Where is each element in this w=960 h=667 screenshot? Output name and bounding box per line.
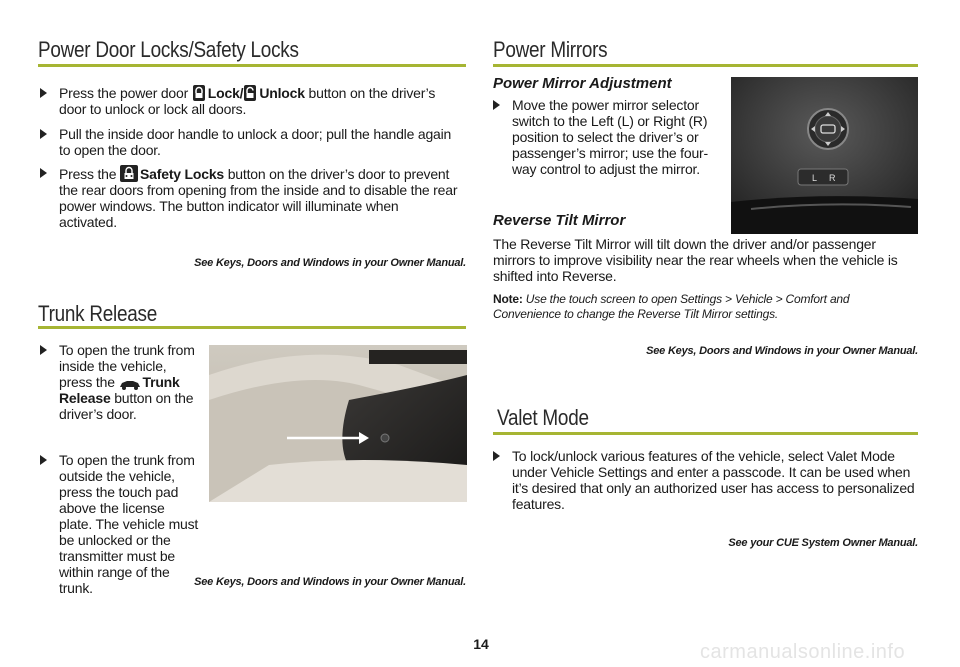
svg-text:L: L [812,173,818,183]
valet-title: Valet Mode [497,405,589,430]
mirrors-title: Power Mirrors [493,37,608,62]
mirror-adjustment-heading: Power Mirror Adjustment [493,75,672,92]
valet-rule [493,432,918,435]
door-locks-reference: See Keys, Doors and Windows in your Owner Manual. [194,257,466,269]
door-locks-bullet-2: Pull the inside door handle to unlock a door; pull the handle again to open the door. [59,126,459,158]
bullet-arrow-icon [40,168,47,178]
mirrors-bullet-1: Move the power mirror selector switch to the Left (L) or Right (R) position to select the driver’s or passenger’s mirror; use the four-way control to adjust the mirror. [512,97,717,177]
bullet-arrow-icon [40,129,47,139]
door-locks-bullet-3: Press the Safety Locks button on the driver’s door to prevent the rear doors from opening from the inside and to disable the rear power windows. The button indicator will illuminate when activated. [59,165,459,230]
bullet-arrow-icon [40,88,47,98]
reverse-tilt-heading: Reverse Tilt Mirror [493,212,626,229]
mirrors-reference: See Keys, Doors and Windows in your Owner Manual. [646,345,918,357]
page-number: 14 [473,636,489,652]
watermark: carmanualsonline.info [700,641,906,663]
door-locks-bullet-1: Press the power door Lock/ Unlock button on the driver’s door to unlock or lock all doors. [59,85,459,117]
trunk-rule [38,326,466,329]
bullet-arrow-icon [493,100,500,110]
bullet-arrow-icon [40,345,47,355]
unlock-icon [243,85,257,101]
bullet-arrow-icon [493,451,500,461]
mirror-switch-photo [731,77,918,234]
trunk-bullet-1: To open the trunk from inside the vehicle, press the Trunk Release button on the driver’s door. [59,342,199,422]
valet-reference: See your CUE System Owner Manual. [728,537,918,549]
trunk-reference: See Keys, Doors and Windows in your Owner Manual. [194,576,466,588]
trunk-icon [119,378,141,390]
trunk-title: Trunk Release [38,301,157,326]
safety-lock-icon [120,165,138,182]
door-locks-rule [38,64,466,67]
lock-icon [192,85,206,101]
reverse-tilt-note: Note: Use the touch screen to open Settings > Vehicle > Comfort and Convenience to change the Reverse Tilt Mirror settings. [493,292,850,321]
mirrors-rule [493,64,918,67]
reverse-tilt-paragraph: The Reverse Tilt Mirror will tilt down the driver and/or passenger mirrors to improve visibility near the rear wheels when the vehicle is shifted into Reverse. [493,236,898,284]
door-locks-title: Power Door Locks/Safety Locks [38,37,299,62]
svg-text:R: R [829,173,836,183]
bullet-arrow-icon [40,455,47,465]
trunk-bullet-2: To open the trunk from outside the vehicle, press the touch pad above the license plate. The vehicle must be unlocked or the transmitter must be within range of the trunk. [59,452,464,596]
valet-bullet-1: To lock/unlock various features of the vehicle, select Valet Mode under Vehicle Settings and enter a passcode. It can be used when it’s desired that only an authorized user has access to personalized features. [512,448,917,512]
